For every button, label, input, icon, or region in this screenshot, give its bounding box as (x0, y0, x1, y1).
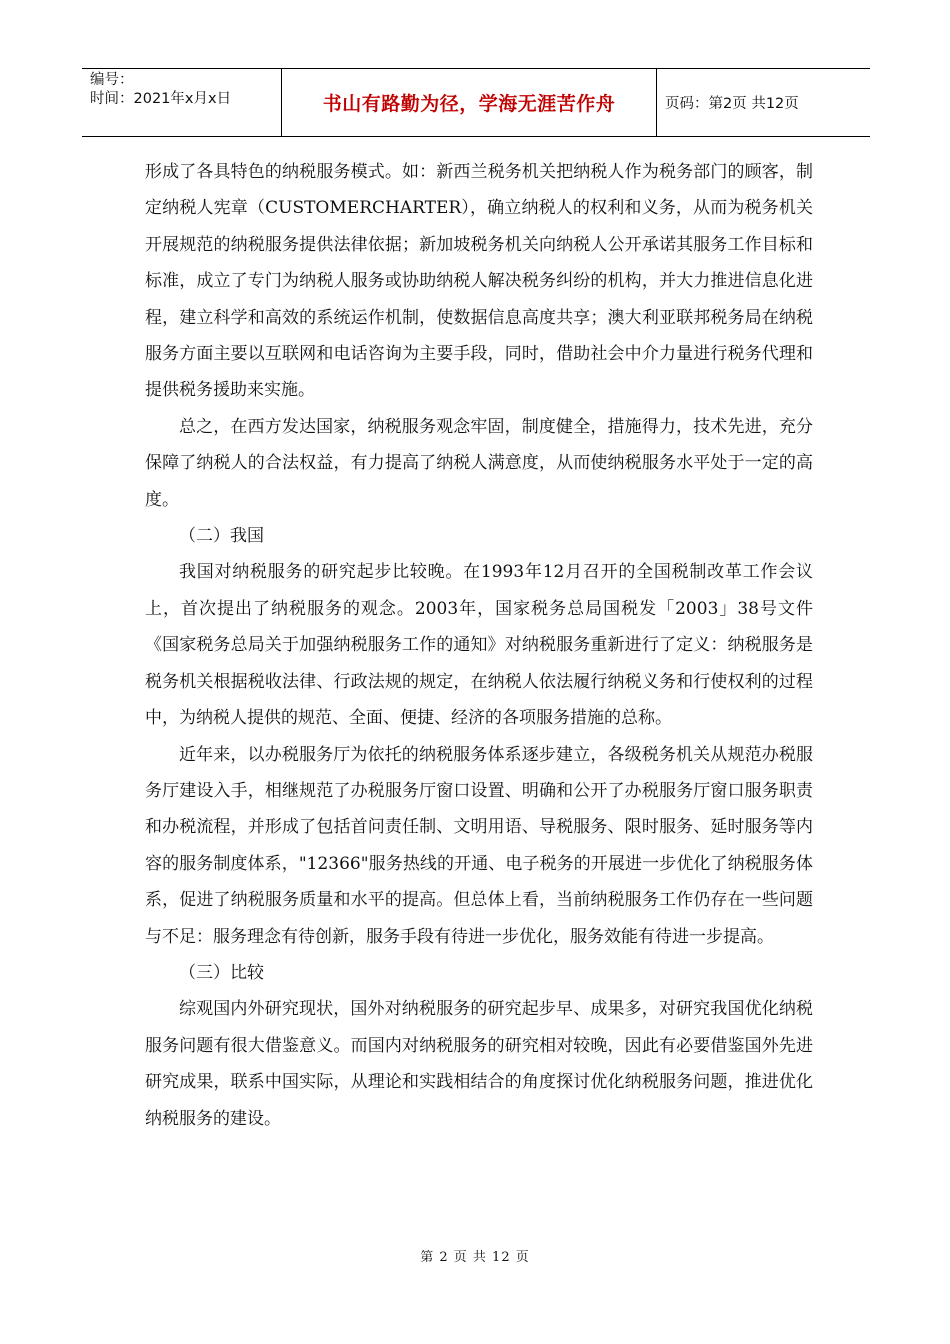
header-info (82, 69, 282, 136)
paragraph-comparison: 综观国内外研究现状，国外对纳税服务的研究起步早、成果多，对研究我国优化纳税服务问题有很大借鉴意义。而国内对纳税服务的研究相对较晚，因此有必要借鉴国外先进研究成果，联系中国实际，从理论和实践相结合的角度探讨优化纳税服务问题，推进优化纳税服务的建设。 (145, 999, 813, 1129)
header-motto: 书山有路勤为径，学海无涯苦作舟 (282, 69, 657, 136)
document-body (145, 154, 813, 1137)
header-page-label: 页码：第2页 共12页 (665, 96, 799, 112)
section-heading-china: （二）我国 (179, 526, 264, 547)
paragraph-summary: 总之，在西方发达国家，纳税服务观念牢固，制度健全，措施得力，技术先进，充分保障了纳税人的合法权益，有力提高了纳税人满意度，从而使纳税服务水平处于一定的高度。 (145, 416, 813, 510)
page-header (82, 68, 870, 137)
page-footer-number: 第 2 页 共 12 页 (420, 1250, 530, 1265)
paragraph-china-history: 我国对纳税服务的研究起步比较晚。在1993年12月召开的全国税制改革工作会议上，首次提出了纳税服务的观念。2003年，国家税务总局国税发「2003」38号文件《国家税务总局关于加强纳税服务工作的通知》对纳税服务重新进行了定义：纳税服务是税务机关根据税收法律、行政法规的规定，在纳税人依法履行纳税义务和行使权利的过程中，为纳税人提供的规范、全面、便捷、经济的各项服务措施的总称。 (145, 562, 813, 729)
paragraph-china-recent: 近年来，以办税服务厅为依托的纳税服务体系逐步建立，各级税务机关从规范办税服务厅建设入手，相继规范了办税服务厅窗口设置、明确和公开了办税服务厅窗口服务职责和办税流程，并形成了包括首问责任制、文明用语、导税服务、限时服务、延时服务等内容的服务制度体系，"12366"服务热线的开通、电子税务的开展进一步优化了纳税服务体系，促进了纳税服务质量和水平的提高。但总体上看，当前纳税服务工作仍存在一些问题与不足：服务理念有待创新，服务手段有待进一步优化，服务效能有待进一步提高。 (145, 744, 813, 947)
serial-label: 编号： (90, 72, 134, 88)
date-label: 时间：2021年x月x日 (90, 91, 232, 107)
section-heading-comparison: （三）比较 (179, 962, 264, 983)
paragraph-foreign-models: 形成了各具特色的纳税服务模式。如：新西兰税务机关把纳税人作为税务部门的顾客，制定纳税人宪章（CUSTOMERCHARTER），确立纳税人的权利和义务，从而为税务机关开展规范的纳税服务提供法律依据；新加坡税务机关向纳税人公开承诺其服务工作目标和标准，成立了专门为纳税人服务或协助纳税人解决税务纠纷的机构，并大力推进信息化进程，建立科学和高效的系统运作机制，使数据信息高度共享；澳大利亚联邦税务局在纳税服务方面主要以互联网和电话咨询为主要手段，同时，借助社会中介力量进行税务代理和提供税务援助来实施。 (145, 162, 813, 401)
